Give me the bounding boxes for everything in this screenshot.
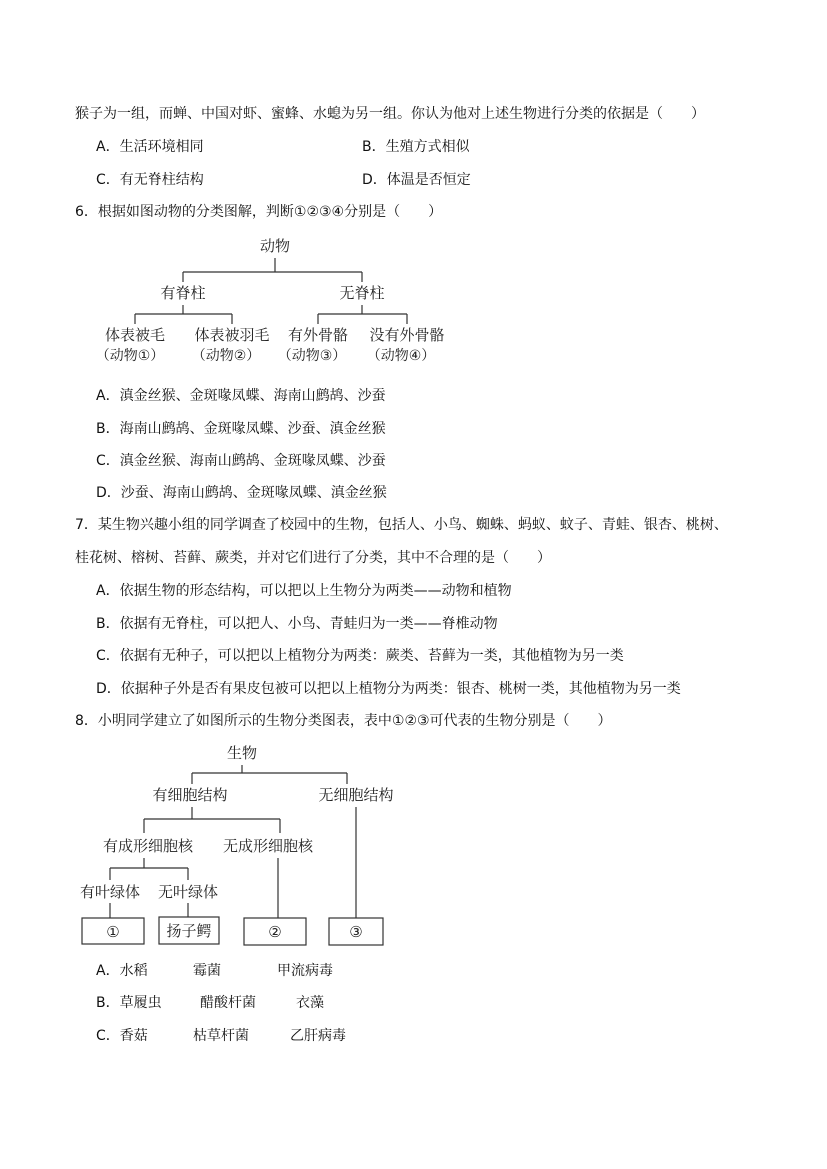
q6-leaf4-tag: （动物④） <box>366 348 436 364</box>
q8-option-b-col3: 衣藻 <box>296 995 324 1011</box>
q6-option-c: C．滇金丝猴、海南山鹧鸪、金斑喙凤蝶、沙蚕 <box>96 453 386 469</box>
q6-leaf4-label: 没有外骨骼 <box>369 326 445 344</box>
q6-leaf3-label: 有外骨骼 <box>287 326 349 344</box>
q6-option-d: D．沙蚕、海南山鹧鸪、金斑喙凤蝶、滇金丝猴 <box>96 485 387 501</box>
q7-stem-line1: 7．某生物兴趣小组的同学调查了校园中的生物，包括人、小鸟、蜘蛛、蚂蚁、蚊子、青蛙、银杏、桃树、 <box>75 517 728 533</box>
q8-nucleus-label: 有成形细胞核 <box>102 837 194 855</box>
q6-root-label: 动物 <box>259 237 291 255</box>
q8-box-yangtze-alligator-label: 扬子鳄 <box>166 922 212 940</box>
q6-stem: 6．根据如图动物的分类图解，判断①②③④分别是（ ） <box>75 204 443 220</box>
q8-nonucleus-label: 无成形细胞核 <box>222 837 314 855</box>
q6-classification-diagram <box>80 232 480 372</box>
q8-option-c-col3: 乙肝病毒 <box>290 1028 346 1044</box>
q6-leaf2-tag: （动物②） <box>191 348 261 364</box>
q6-leaf3-tag: （动物③） <box>277 348 347 364</box>
q6-option-b: B．海南山鹧鸪、金斑喙凤蝶、沙蚕、滇金丝猴 <box>96 421 386 437</box>
q8-cell-label: 有细胞结构 <box>152 786 228 804</box>
q5-option-b: B．生殖方式相似 <box>362 139 470 155</box>
q8-box-3-label: ③ <box>349 923 363 941</box>
q8-option-c-col2: 枯草杆菌 <box>193 1028 249 1044</box>
q5-option-c: C．有无脊柱结构 <box>96 172 204 188</box>
q8-chloro-label: 有叶绿体 <box>79 883 141 901</box>
q6-leaf1-label: 体表被毛 <box>104 326 166 344</box>
q7-stem-line2: 桂花树、榕树、苔藓、蕨类，并对它们进行了分类，其中不合理的是（ ） <box>75 550 551 566</box>
q8-nocell-label: 无细胞结构 <box>318 786 394 804</box>
q5-option-d: D．体温是否恒定 <box>362 172 471 188</box>
q8-nochloro-label: 无叶绿体 <box>157 883 219 901</box>
q8-option-a-col1: A．水稻 <box>96 963 148 979</box>
q8-option-b-col2: 醋酸杆菌 <box>200 995 256 1011</box>
q8-root-label: 生物 <box>226 744 258 762</box>
q8-option-a-col2: 霉菌 <box>193 963 221 979</box>
q5-stem: 猴子为一组，而蝉、中国对虾、蜜蜂、水螅为另一组。你认为他对上述生物进行分类的依据是（ ） <box>75 106 705 122</box>
q8-classification-chart <box>70 740 420 955</box>
q6-vertebrate-label: 有脊柱 <box>160 284 206 302</box>
q5-option-a: A．生活环境相同 <box>96 139 204 155</box>
q6-invertebrate-label: 无脊柱 <box>339 284 385 302</box>
q8-option-b-col1: B．草履虫 <box>96 995 162 1011</box>
q7-option-b: B．依据有无脊柱，可以把人、小鸟、青蛙归为一类——脊椎动物 <box>96 616 498 632</box>
q8-option-a-col3: 甲流病毒 <box>277 963 333 979</box>
q8-option-c-col1: C．香菇 <box>96 1028 148 1044</box>
q7-option-a: A．依据生物的形态结构，可以把以上生物分为两类——动物和植物 <box>96 583 512 599</box>
q6-leaf2-label: 体表被羽毛 <box>194 326 270 344</box>
q8-stem: 8．小明同学建立了如图所示的生物分类图表，表中①②③可代表的生物分别是（ ） <box>75 713 612 729</box>
q6-leaf1-tag: （动物①） <box>95 348 165 364</box>
q7-option-c: C．依据有无种子，可以把以上植物分为两类：蕨类、苔藓为一类，其他植物为另一类 <box>96 648 624 664</box>
q8-box-2-label: ② <box>268 923 282 941</box>
q7-option-d: D．依据种子外是否有果皮包被可以把以上植物分为两类：银杏、桃树一类，其他植物为另一类 <box>96 681 681 697</box>
q8-box-1-label: ① <box>106 923 120 941</box>
q6-option-a: A．滇金丝猴、金斑喙凤蝶、海南山鹧鸪、沙蚕 <box>96 388 386 404</box>
